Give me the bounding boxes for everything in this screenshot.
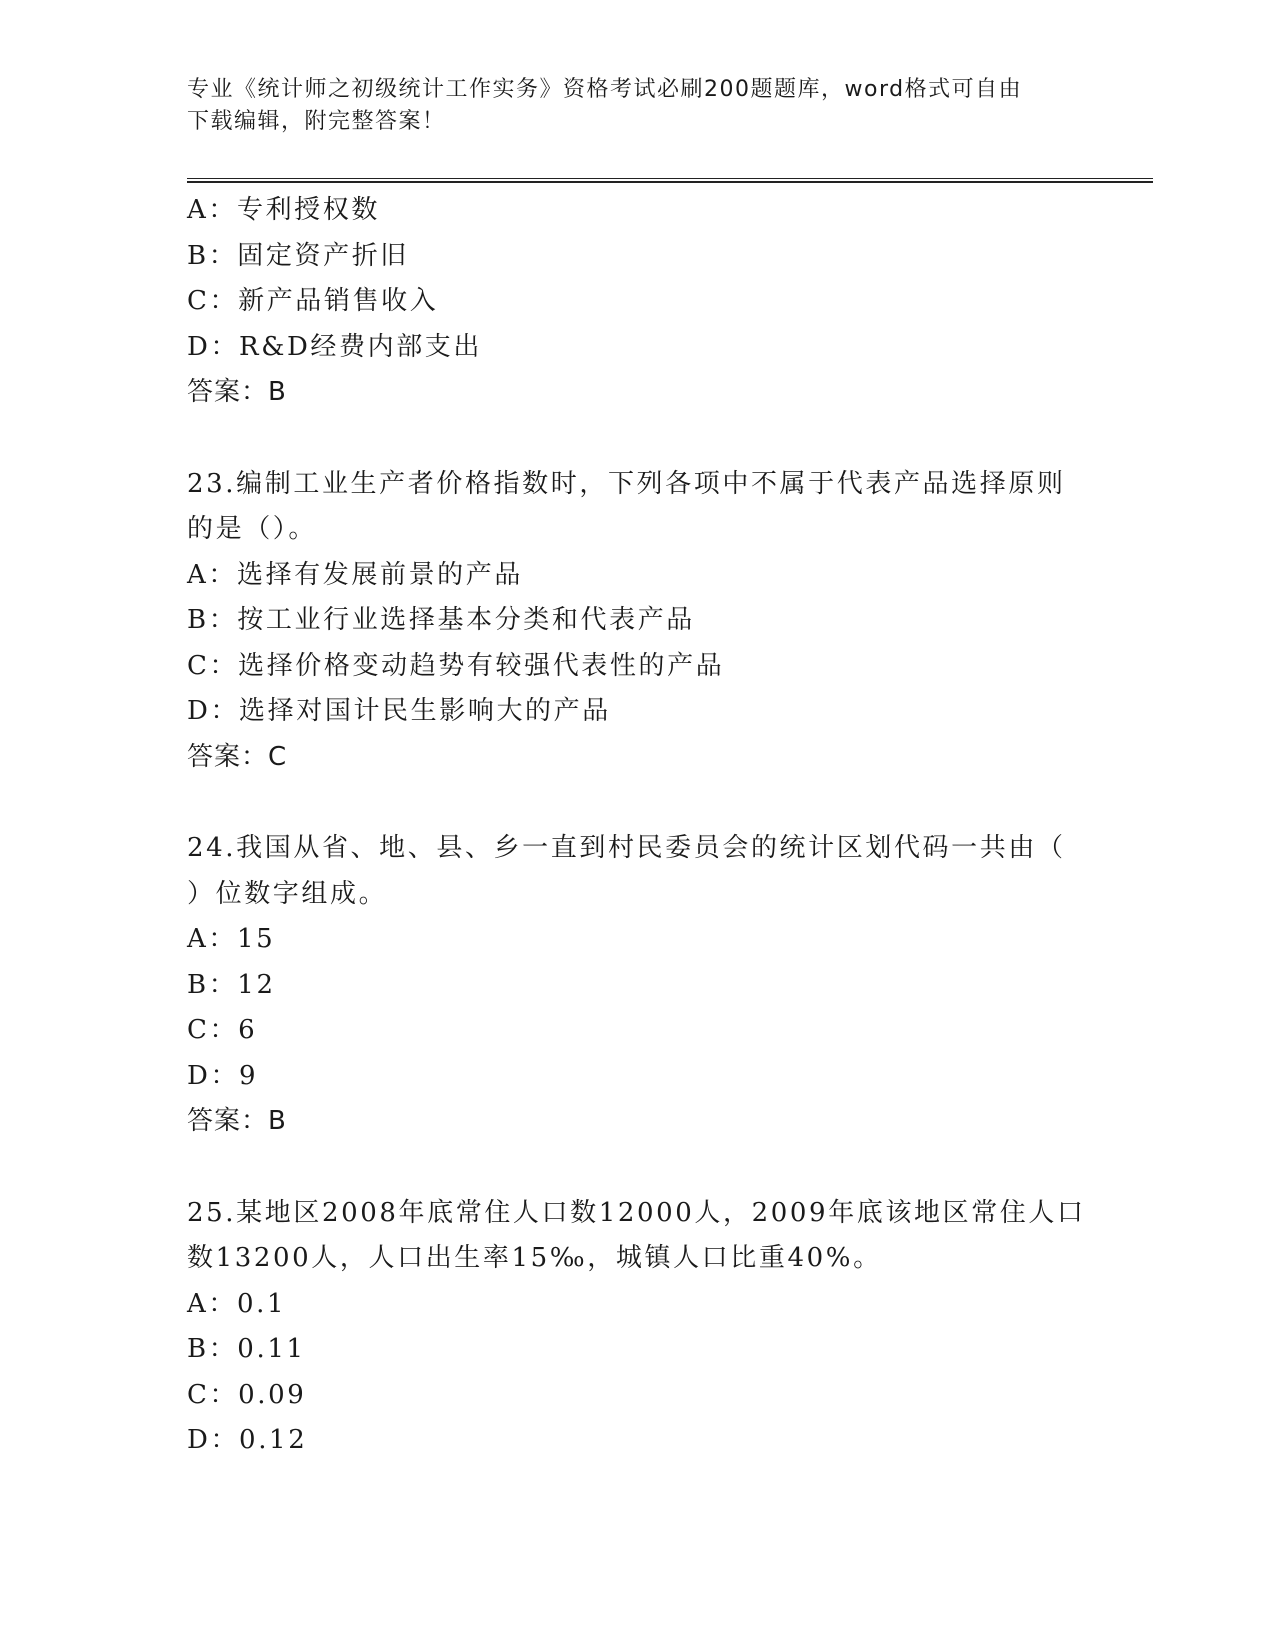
- header-line-1: 专业《统计师之初级统计工作实务》资格考试必刷200题题库，word格式可自由: [187, 77, 1023, 102]
- question-stem-line-1: 24.我国从省、地、县、乡一直到村民委员会的统计区划代码一共由（: [187, 833, 1066, 863]
- answer: 答案：C: [187, 741, 288, 772]
- header-divider-thick: [187, 181, 1153, 183]
- option-b: B：12: [187, 969, 276, 1000]
- option-d: D：0.12: [187, 1425, 308, 1455]
- option-a: A：选择有发展前景的产品: [187, 559, 523, 590]
- option-d: D：9: [187, 1060, 259, 1091]
- option-c: C：0.09: [187, 1379, 307, 1410]
- answer: 答案：B: [187, 1106, 287, 1136]
- option-d: D：选择对国计民生影响大的产品: [187, 696, 611, 726]
- option-c: C：6: [187, 1015, 258, 1045]
- question-stem-line-2: 的是（）。: [187, 514, 318, 544]
- question-stem-line-1: 25.某地区2008年底常住人口数12000人，2009年底该地区常住人口: [187, 1197, 1086, 1228]
- option-a: A：0.1: [187, 1288, 287, 1319]
- question-23: [187, 462, 1087, 781]
- question-stem-line-1: 23.编制工业生产者价格指数时，下列各项中不属于代表产品选择原则: [187, 468, 1066, 499]
- option-b: B：固定资产折旧: [187, 240, 409, 271]
- option-b: B：0.11: [187, 1334, 306, 1364]
- spacer: [187, 780, 1087, 826]
- header-line-2: 下载编辑，附完整答案！: [187, 109, 446, 134]
- header-divider-thin: [187, 178, 1153, 179]
- question-25: [187, 1191, 1087, 1464]
- document-header: [187, 74, 1067, 138]
- question-24: [187, 826, 1087, 1145]
- question-stem-line-2: ）位数字组成。: [187, 878, 388, 909]
- option-a: A：15: [187, 924, 276, 954]
- option-b: B：按工业行业选择基本分类和代表产品: [187, 605, 695, 635]
- spacer: [187, 416, 1087, 462]
- option-c: C：新产品销售收入: [187, 286, 439, 316]
- answer: 答案：B: [187, 377, 287, 407]
- option-d: D：R&D经费内部支出: [187, 331, 483, 362]
- spacer: [187, 1145, 1087, 1191]
- question-stem-line-2: 数13200人，人口出生率15‰，城镇人口比重40%。: [187, 1243, 882, 1273]
- option-a: A：专利授权数: [187, 195, 380, 225]
- question-22: [187, 188, 1087, 416]
- question-list: [187, 188, 1087, 1464]
- option-c: C：选择价格变动趋势有较强代表性的产品: [187, 650, 725, 681]
